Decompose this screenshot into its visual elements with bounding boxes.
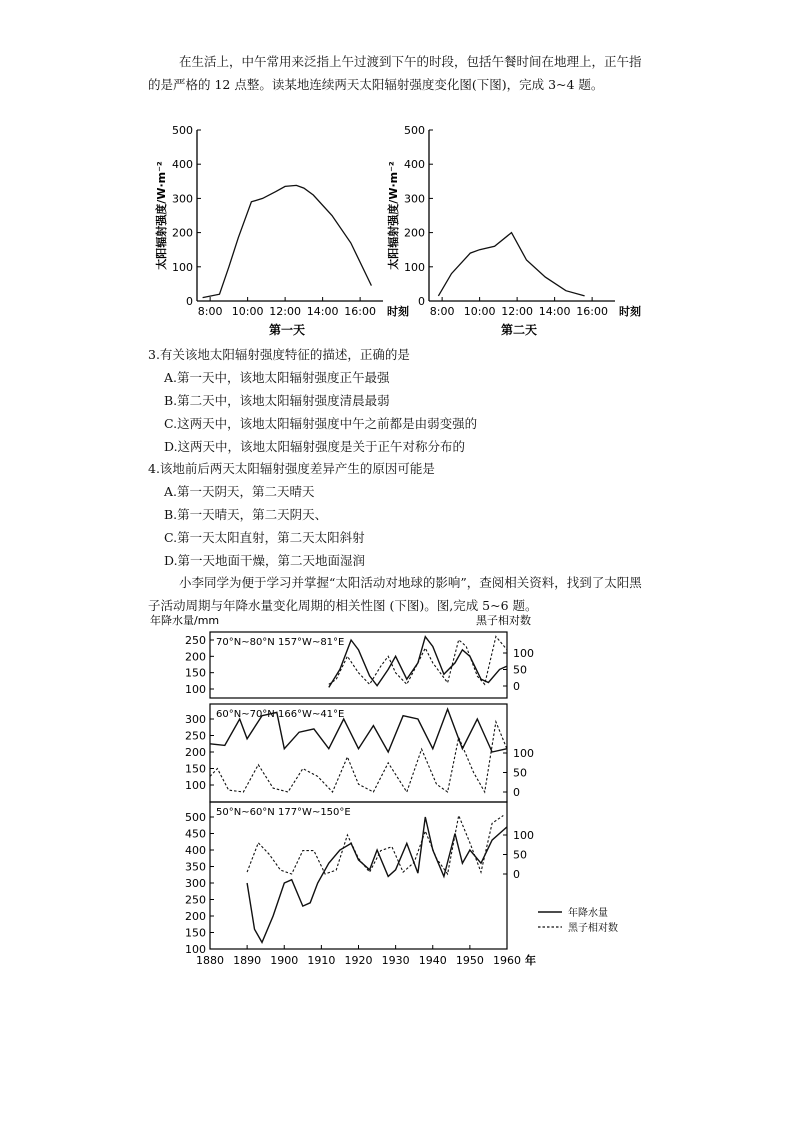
question-4-option-b[interactable]: B.第一天晴天，第二天阴天、: [164, 507, 328, 522]
panel2-sunspot-line: [210, 722, 507, 792]
day1-xtick-label: 16:00: [344, 305, 376, 318]
panel1-y2tick-label: 0: [513, 680, 520, 693]
year-tick-label: 1950: [455, 954, 484, 967]
legend-solid-label: 年降水量: [568, 908, 608, 919]
panel3-ytick-label: 100: [185, 943, 206, 956]
day2-title: 第二天: [500, 323, 538, 337]
day2-ytick-label: 400: [404, 158, 425, 172]
intro-paragraph: 在生活上，中午常用来泛指上午过渡到下午的时段，包括午餐时间在地理上，正午指的是严格的 12 点整。读某地连续两天太阳辐射强度变化图(下图)，完成 3~4 题。: [148, 54, 642, 92]
day2-xlabel: 时刻: [619, 305, 641, 318]
question-3-option-a[interactable]: A.第一天中，该地太阳辐射强度正午最强: [164, 370, 390, 385]
day2-ytick-label: 500: [404, 124, 425, 137]
panel3-ytick-label: 250: [185, 893, 206, 907]
year-tick-label: 1910: [307, 954, 336, 967]
panel3-y2tick-label: 100: [513, 829, 534, 842]
day2-xtick-label: 14:00: [538, 305, 571, 318]
year-tick-label: 1890: [233, 954, 262, 967]
question-4-option-d[interactable]: D.第一天地面干燥，第二天地面湿润: [164, 553, 366, 568]
panel3-ytick-label: 150: [185, 926, 206, 940]
year-axis-label: 年: [525, 954, 536, 967]
panel2-ytick-label: 300: [185, 713, 206, 726]
sunspot-precipitation-chart: [150, 614, 650, 972]
year-tick-label: 1940: [418, 954, 447, 967]
right-axis-title: 黑子相对数: [476, 614, 531, 627]
day1-xlabel: 时刻: [387, 305, 409, 318]
day2-radiation-line: [438, 233, 584, 296]
day1-title: 第一天: [268, 323, 306, 337]
panel2-ytick-label: 250: [185, 729, 206, 743]
question-4-stem: 4.该地前后两天太阳辐射强度差异产生的原因可能是: [148, 461, 435, 476]
day2-xtick-label: 16:00: [576, 305, 608, 318]
question-3-option-b[interactable]: B.第二天中，该地太阳辐射强度清晨最弱: [164, 393, 390, 408]
panel1-y2tick-label: 100: [513, 647, 534, 660]
legend-dashed-label: 黑子相对数: [568, 923, 618, 934]
day1-ylabel: 太阳辐射强度/W·m⁻²: [155, 161, 168, 270]
panel1-title: 70°N~80°N 157°W~81°E: [216, 637, 345, 648]
year-tick-label: 1880: [196, 954, 224, 967]
panel2-ytick-label: 200: [185, 746, 206, 759]
panel3-ytick-label: 300: [185, 877, 206, 890]
panel3-ytick-label: 500: [185, 811, 206, 824]
panel3-y2tick-label: 50: [513, 848, 527, 862]
panel3-ytick-label: 450: [185, 827, 206, 841]
year-tick-label: 1900: [270, 954, 299, 967]
day1-ytick-label: 100: [172, 260, 193, 274]
panel3-title: 50°N~60°N 177°W~150°E: [216, 807, 351, 818]
panel1-y2tick-label: 50: [513, 663, 527, 677]
day2-xtick-label: 8:00: [429, 305, 455, 318]
day2-xtick-label: 12:00: [501, 305, 533, 318]
day1-ytick-label: 400: [172, 158, 193, 172]
panel2-ytick-label: 150: [185, 762, 206, 776]
panel2-group: [185, 704, 534, 802]
day1-ytick-label: 0: [186, 295, 193, 308]
intro2-paragraph: 小李同学为便于学习并掌握“太阳活动对地球的影响”，查阅相关资料，找到了太阳黑子活动周期与年降水量变化周期的相关性图 (下图)。图,完成 5~6 题。: [148, 575, 642, 613]
left-axis-title: 年降水量/mm: [150, 614, 220, 627]
day2-xtick-label: 10:00: [463, 305, 496, 318]
question-3-stem: 3.有关该地太阳辐射强度特征的描述，正确的是: [148, 347, 410, 362]
panel1-ytick-label: 100: [185, 683, 206, 696]
panel3-sunspot-line: [247, 816, 503, 875]
question-4-option-c[interactable]: C.第一天太阳直射，第二天太阳斜射: [164, 530, 365, 545]
year-tick-label: 1920: [344, 954, 373, 967]
day1-ytick-label: 500: [172, 124, 193, 137]
panel2-y2tick-label: 50: [513, 766, 527, 780]
day1-xtick-label: 14:00: [306, 305, 339, 318]
question-3-option-d[interactable]: D.这两天中，该地太阳辐射强度是关于正午对称分布的: [164, 439, 466, 454]
day2-ylabel: 太阳辐射强度/W·m⁻²: [387, 161, 400, 270]
day2-ytick-label: 200: [404, 226, 425, 240]
day2-ytick-label: 0: [418, 295, 425, 308]
panel3-y2tick-label: 0: [513, 868, 520, 881]
question-4-option-a[interactable]: A.第一天阴天，第二天晴天: [164, 484, 315, 499]
panel2-y2tick-label: 100: [513, 747, 534, 760]
day1-xtick-label: 8:00: [197, 305, 223, 318]
panel1-ytick-label: 250: [185, 634, 206, 647]
panel3-ytick-label: 200: [185, 910, 206, 923]
day1-ytick-label: 300: [172, 192, 193, 206]
panel1-ytick-label: 150: [185, 666, 206, 680]
year-tick-label: 1930: [381, 954, 410, 967]
panel2-y2tick-label: 0: [513, 786, 520, 799]
question-3-option-c[interactable]: C.这两天中，该地太阳辐射强度中午之前都是由弱变强的: [164, 416, 478, 431]
day1-ytick-label: 200: [172, 226, 193, 240]
panel2-title: 60°N~70°N 166°W~41°E: [216, 709, 345, 720]
radiation-charts: [145, 118, 645, 340]
day1-xtick-label: 10:00: [231, 305, 264, 318]
panel1-group: [185, 632, 534, 698]
panel3-ytick-label: 400: [185, 844, 206, 857]
panel3-precipitation-line: [247, 817, 507, 942]
panel2-ytick-label: 100: [185, 779, 206, 792]
day1-radiation-line: [203, 185, 372, 297]
radiation-chart-day1: [154, 124, 409, 337]
day2-ytick-label: 300: [404, 192, 425, 206]
panel3-group: [185, 802, 534, 956]
panel1-ytick-label: 200: [185, 650, 206, 664]
day2-ytick-label: 100: [404, 260, 425, 274]
year-tick-label: 1960: [493, 954, 521, 967]
day1-xtick-label: 12:00: [269, 305, 301, 318]
radiation-chart-day2: [386, 124, 641, 337]
panel3-ytick-label: 350: [185, 860, 206, 874]
